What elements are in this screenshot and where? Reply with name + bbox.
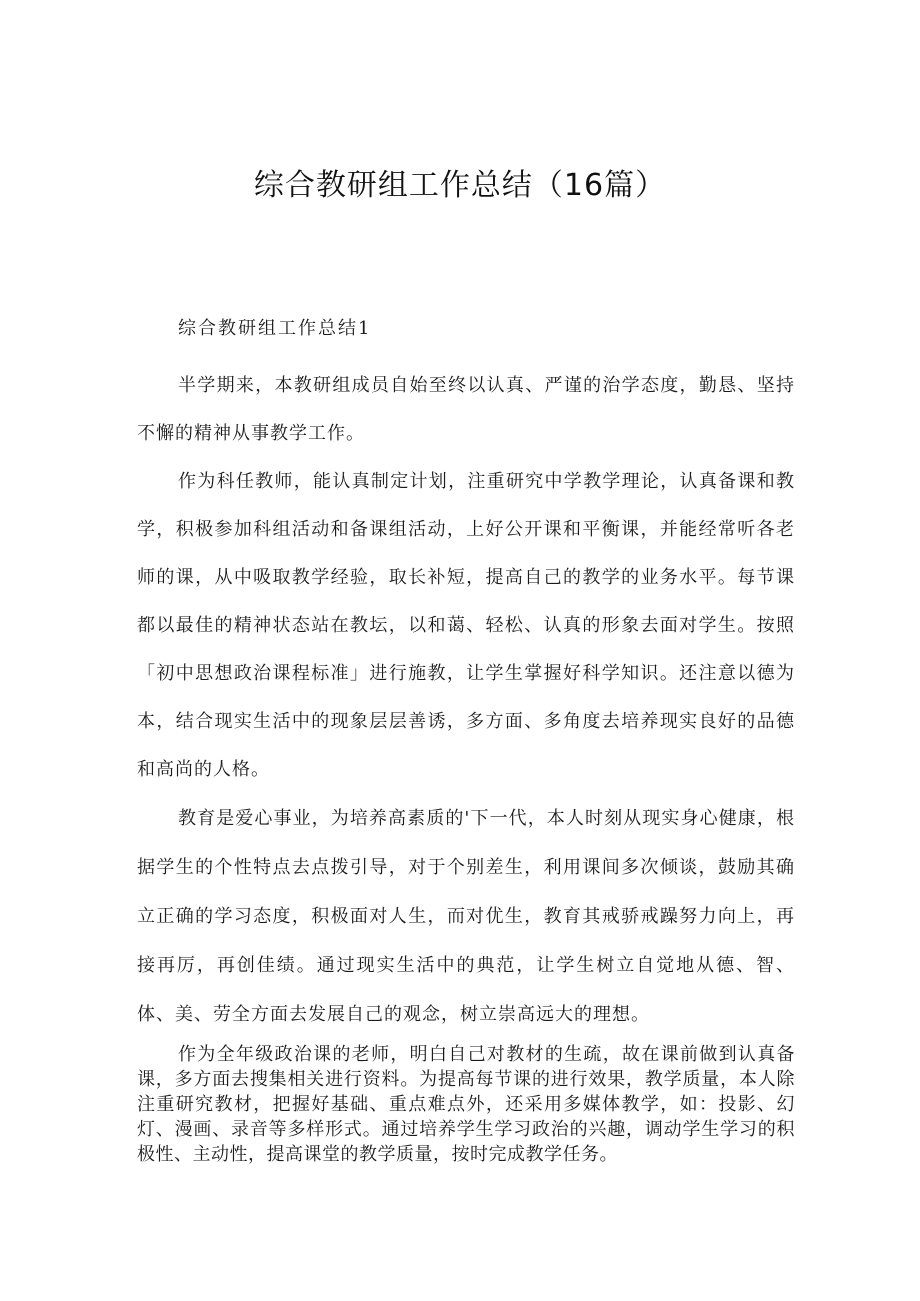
paragraph-2: 作为科任教师，能认真制定计划，注重研究中学教学理论，认真备课和教学，积极参加科组活动和备课组活动，上好公开课和平衡课，并能经常听各老师的课，从中吸取教学经验，取长补短，提高自己的教学的业务水平。每节课都以最佳的精神状态站在教坛，以和蔼、轻松、认真的形象去面对学生。按照「初中思想政治课程标准」进行施教，让学生掌握好科学知识。还注意以德为本，结合现实生活中的现象层层善诱，多方面、多角度去培养现实良好的品德和高尚的人格。	[137, 471, 795, 780]
paragraph-3: 教育是爱心事业，为培养高素质的'下一代，本人时刻从现实身心健康，根据学生的个性特点去点拨引导，对于个别差生，利用课间多次倾谈，鼓励其确立正确的学习态度，积极面对人生，而对优生，教育其戒骄戒躁努力向上，再接再厉，再创佳绩。通过现实生活中的典范，让学生树立自觉地从德、智、体、美、劳全方面去发展自己的观念，树立崇高远大的理想。	[137, 808, 795, 1025]
section-heading: 综合教研组工作总结1	[178, 318, 372, 339]
paragraph-1: 半学期来，本教研组成员自始至终以认真、严谨的治学态度，勤恳、坚持不懈的精神从事教学工作。	[137, 375, 795, 444]
paragraph-4: 作为全年级政治课的老师，明白自己对教材的生疏，故在课前做到认真备课，多方面去搜集相关进行资料。为提高每节课的进行效果，教学质量，本人除注重研究教材，把握好基础、重点难点外，还采用多媒体教学，如：投影、幻灯、漫画、录音等多样形式。通过培养学生学习政治的兴趣，调动学生学习的积极性、主动性，提高课堂的教学质量，按时完成教学任务。	[137, 1044, 795, 1165]
document-title: 综合教研组工作总结（16篇）	[253, 168, 667, 203]
